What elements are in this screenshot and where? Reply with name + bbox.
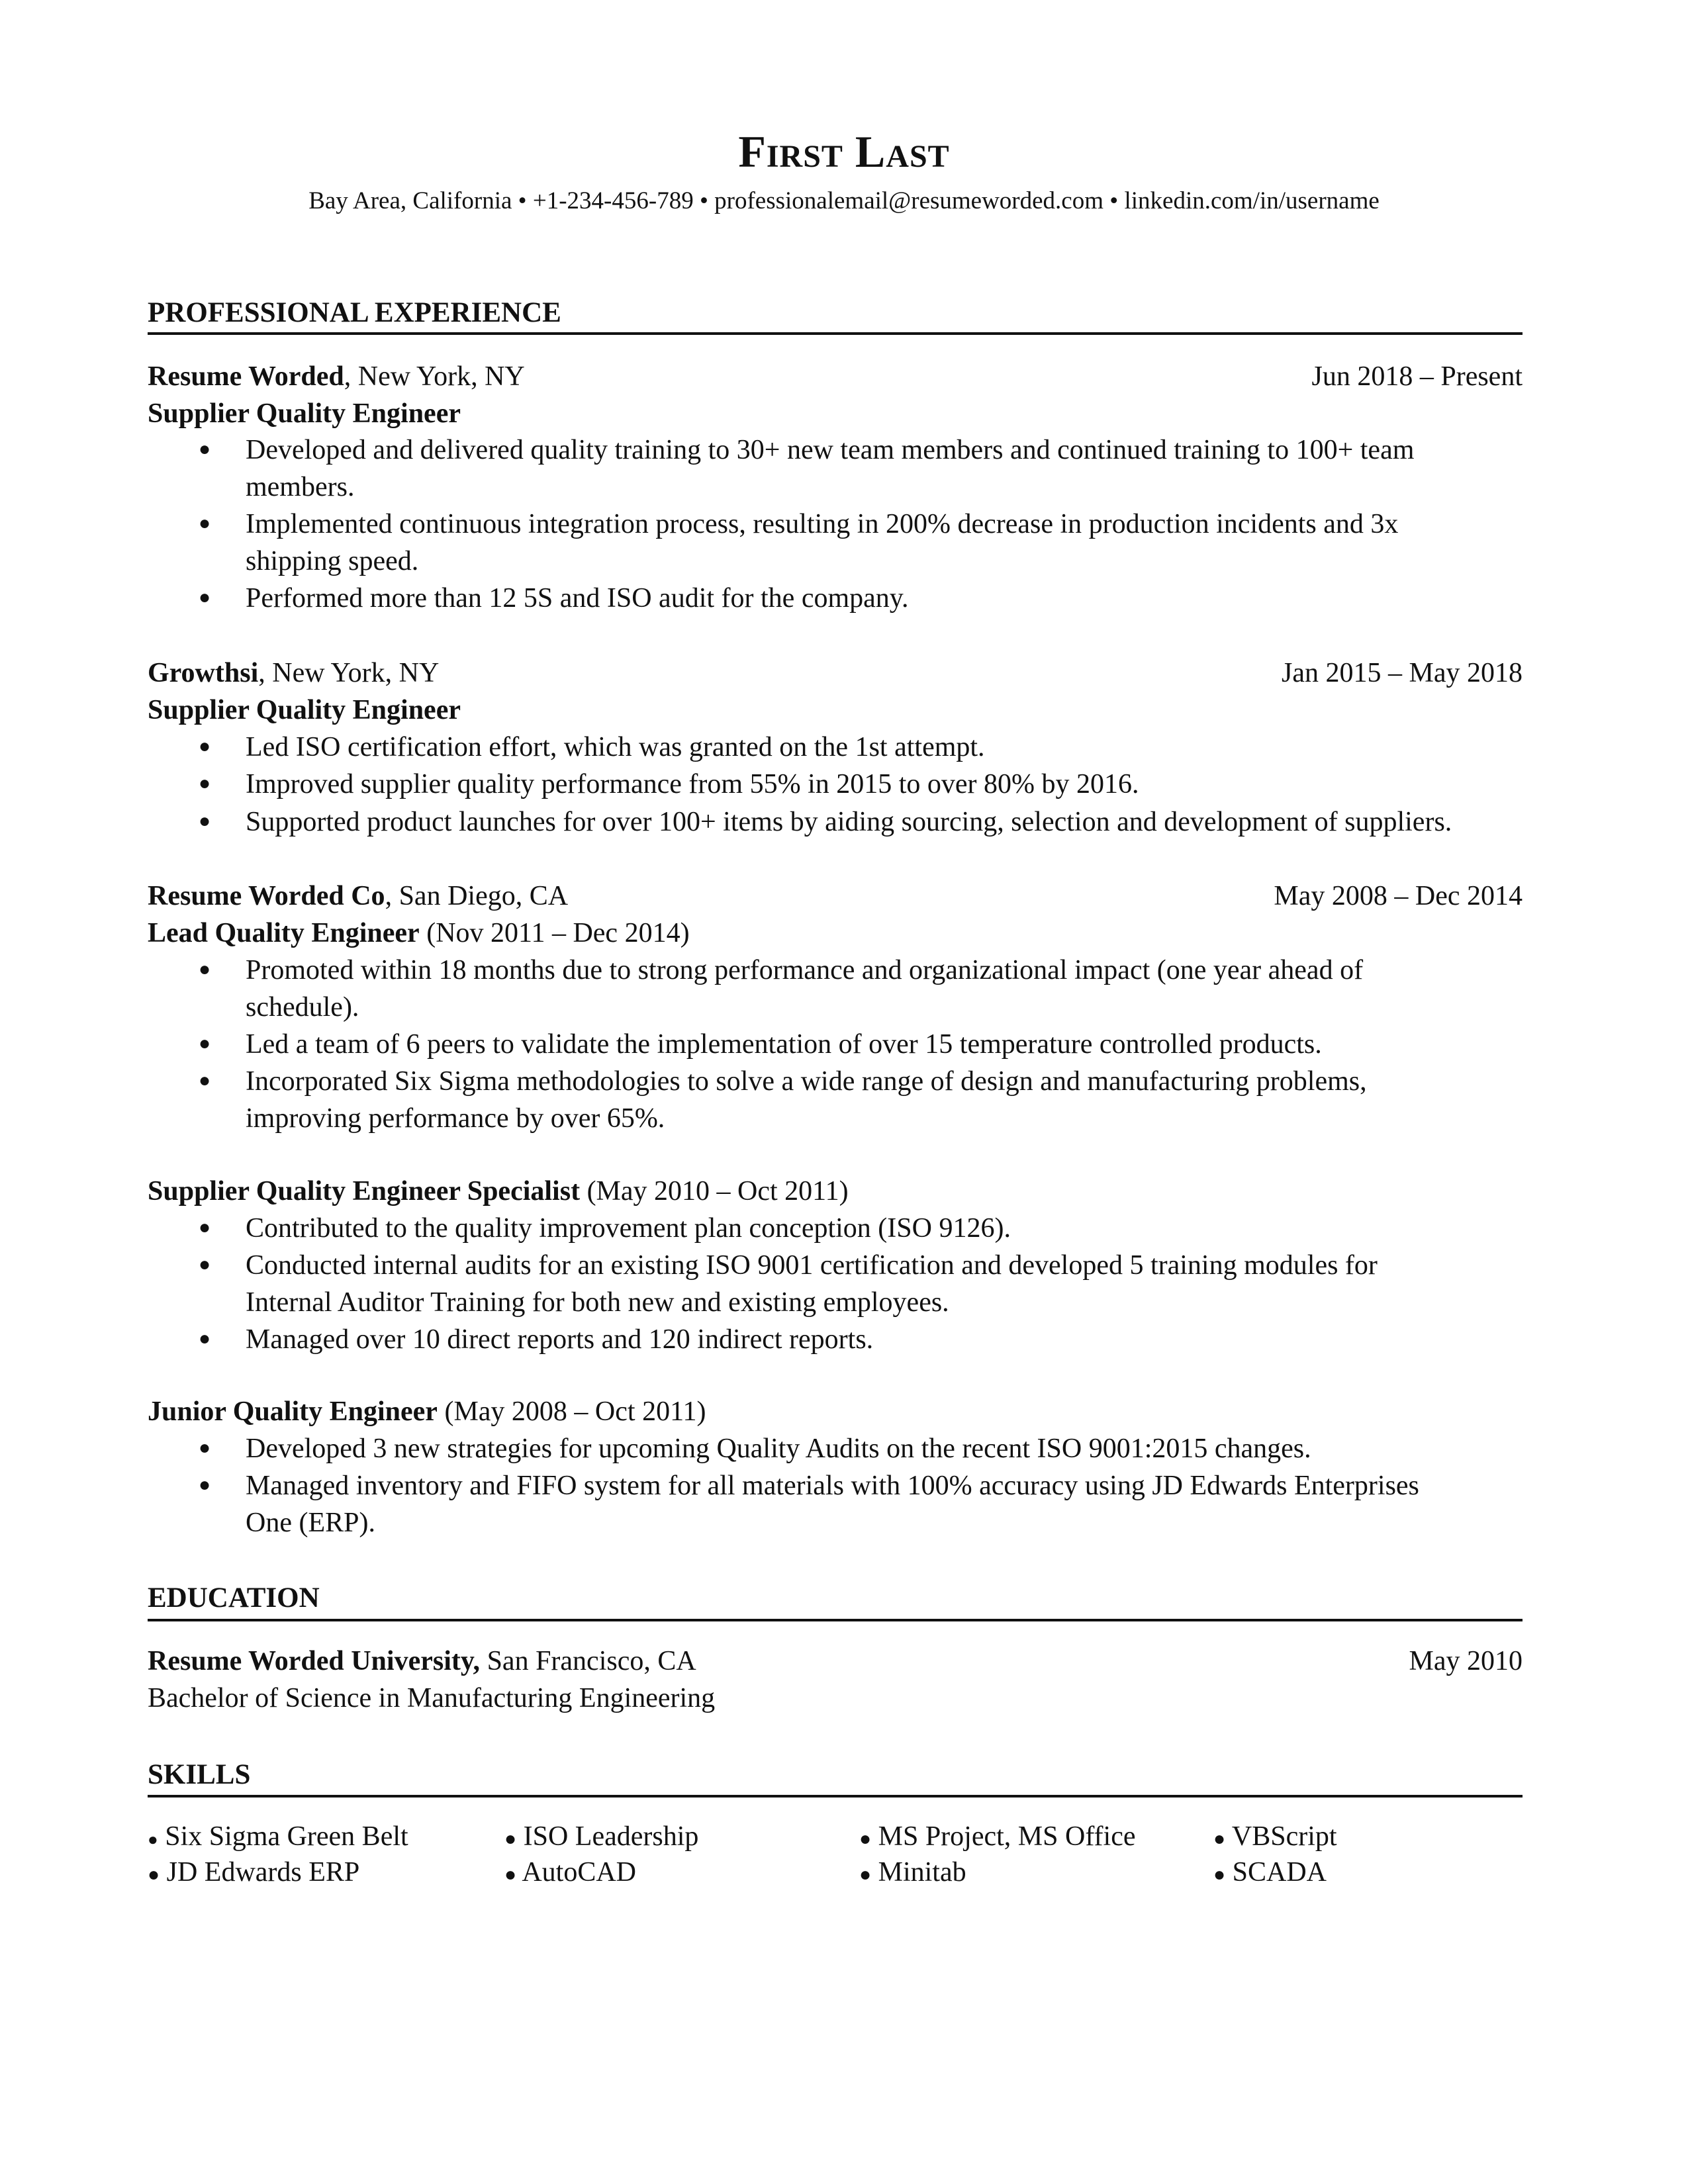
job-header (148, 361, 525, 392)
role-header (148, 917, 690, 949)
bullet-icon: ● (859, 1864, 872, 1886)
role-title: Junior Quality Engineer (148, 1396, 438, 1427)
bullet-text: Conducted internal audits for an existing ISO 9001 certification and developed 5 training modules for (246, 1250, 1378, 1281)
bullet-text: Improved supplier quality performance from 55% in 2015 to over 80% by 2016. (246, 769, 1139, 799)
role-title: Lead Quality Engineer (148, 918, 420, 948)
section-divider (148, 1619, 1523, 1621)
job-dates: Jan 2015 – May 2018 (1282, 658, 1523, 688)
company-name: Growthsi (148, 658, 259, 688)
bullet-icon: ● (199, 1216, 211, 1238)
role-title: Supplier Quality Engineer Specialist (148, 1176, 581, 1206)
role-dates: (May 2010 – Oct 2011) (580, 1176, 849, 1206)
skill-item: ● Minitab (859, 1857, 966, 1888)
section-divider (148, 1795, 1523, 1797)
role-dates: (May 2008 – Oct 2011) (437, 1396, 706, 1427)
bullet-icon: ● (199, 772, 211, 794)
bullet-text: Performed more than 12 5S and ISO audit for the company. (246, 583, 909, 614)
company-location: , New York, NY (258, 658, 440, 688)
section-title-education: EDUCATION (148, 1582, 320, 1614)
bullet-text: improving performance by over 65%. (246, 1103, 665, 1134)
bullet-text: members. (246, 472, 355, 502)
job-header (148, 880, 568, 912)
section-divider (148, 332, 1523, 335)
bullet-text: shipping speed. (246, 546, 419, 576)
bullet-text: One (ERP). (246, 1508, 375, 1538)
bullet-text: Developed and delivered quality training to 30+ new team members and continued training to 100+ team (246, 435, 1415, 465)
job-header (148, 657, 439, 689)
bullet-icon: ● (199, 512, 211, 534)
skill-item: ● SCADA (1213, 1857, 1327, 1888)
bullet-icon: ● (199, 586, 211, 608)
skill-item: ● JD Edwards ERP (148, 1857, 360, 1888)
bullet-text: Incorporated Six Sigma methodologies to solve a wide range of design and manufacturing problems, (246, 1066, 1367, 1097)
bullet-text: Developed 3 new strategies for upcoming Quality Audits on the recent ISO 9001:2015 changes. (246, 1433, 1311, 1464)
bullet-text: Led ISO certification effort, which was granted on the 1st attempt. (246, 732, 985, 762)
bullet-icon: ● (199, 438, 211, 460)
skill-item: ● VBScript (1213, 1821, 1337, 1852)
company-location: , New York, NY (344, 361, 525, 392)
school-name: Resume Worded University, (148, 1646, 481, 1676)
bullet-text: Contributed to the quality improvement plan conception (ISO 9126). (246, 1213, 1011, 1244)
bullet-icon: ● (504, 1864, 517, 1886)
role-dates: (Nov 2011 – Dec 2014) (419, 918, 690, 948)
school-location: San Francisco, CA (480, 1646, 696, 1676)
bullet-icon: ● (148, 1830, 158, 1849)
skill-item: ● MS Project, MS Office (859, 1821, 1136, 1852)
bullet-icon: ● (148, 1864, 160, 1886)
bullet-icon: ● (199, 1253, 211, 1275)
bullet-text: schedule). (246, 992, 359, 1023)
bullet-icon: ● (1213, 1864, 1226, 1886)
role-header (148, 1396, 706, 1428)
bullet-text: Promoted within 18 months due to strong performance and organizational impact (one year ahead of (246, 955, 1364, 985)
company-name: Resume Worded Co (148, 881, 385, 911)
bullet-icon: ● (199, 958, 211, 980)
degree: Bachelor of Science in Manufacturing Engineering (148, 1683, 716, 1713)
skill-item: ● Six Sigma Green Belt (148, 1821, 408, 1852)
bullet-text: Internal Auditor Training for both new and existing employees. (246, 1287, 949, 1318)
bullet-text: Managed over 10 direct reports and 120 indirect reports. (246, 1324, 874, 1355)
bullet-text: Led a team of 6 peers to validate the implementation of over 15 temperature controlled products. (246, 1029, 1322, 1060)
section-title-experience: PROFESSIONAL EXPERIENCE (148, 297, 561, 328)
education-header (148, 1645, 696, 1677)
role-title: Supplier Quality Engineer (148, 695, 461, 725)
graduation-date: May 2010 (1409, 1646, 1523, 1676)
bullet-text: Implemented continuous integration process, resulting in 200% decrease in production incidents and 3x (246, 509, 1399, 539)
bullet-text: Managed inventory and FIFO system for all materials with 100% accuracy using JD Edwards Enterprises (246, 1471, 1419, 1501)
bullet-icon: ● (199, 1032, 211, 1054)
skill-item: ● AutoCAD (504, 1857, 636, 1888)
company-location: , San Diego, CA (385, 881, 569, 911)
company-name: Resume Worded (148, 361, 344, 392)
bullet-icon: ● (199, 735, 211, 757)
bullet-icon: ● (199, 1069, 211, 1091)
job-dates: Jun 2018 – Present (1311, 361, 1523, 392)
bullet-text: Supported product launches for over 100+ items by aiding sourcing, selection and development of suppliers. (246, 807, 1452, 837)
bullet-icon: ● (199, 810, 211, 832)
skill-item: ● ISO Leadership (504, 1821, 699, 1852)
bullet-icon: ● (199, 1328, 211, 1349)
bullet-icon: ● (199, 1437, 211, 1459)
bullet-icon: ● (859, 1828, 872, 1850)
job-dates: May 2008 – Dec 2014 (1274, 881, 1523, 911)
role-title: Supplier Quality Engineer (148, 398, 461, 429)
contact-line: Bay Area, California • +1-234-456-789 • professionalemail@resumeworded.com • linkedin.com/in/username (308, 187, 1380, 214)
resume-name: First Last (738, 126, 950, 177)
bullet-icon: ● (1213, 1828, 1226, 1850)
role-header (148, 1175, 849, 1207)
bullet-icon: ● (504, 1828, 517, 1850)
section-title-skills: SKILLS (148, 1759, 251, 1790)
bullet-icon: ● (199, 1474, 211, 1496)
